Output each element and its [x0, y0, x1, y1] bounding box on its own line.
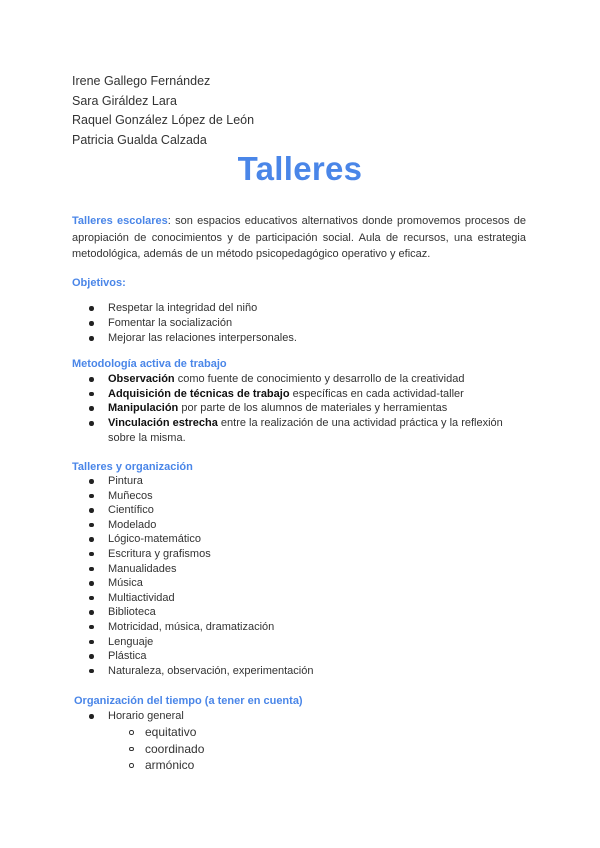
sublist-item: coordinado: [108, 741, 532, 758]
author-name: Patricia Gualda Calzada: [72, 132, 207, 147]
list-item: Multiactividad: [72, 591, 532, 606]
item-text: como fuente de conocimiento y desarrollo de la creatividad: [174, 373, 465, 385]
tiempo-sublist: [108, 724, 532, 774]
talleres-list: [72, 474, 532, 678]
tiempo-heading: Organización del tiempo (a tener en cuenta): [74, 695, 303, 707]
talleres-heading: Talleres y organización: [72, 461, 193, 473]
list-item: Mejorar las relaciones interpersonales.: [72, 331, 532, 346]
list-item: Modelado: [72, 518, 532, 533]
author-name: Irene Gallego Fernández: [72, 74, 211, 88]
sublist-item: armónico: [108, 757, 532, 774]
list-item: Plástica: [72, 649, 532, 664]
list-item: [72, 372, 532, 387]
list-item: Motricidad, música, dramatización: [72, 620, 532, 635]
list-item: Científico: [72, 503, 532, 518]
metodologia-list: [72, 372, 532, 446]
list-item: Música: [72, 576, 532, 591]
author-list: [72, 72, 254, 150]
author-name: Raquel González López de León: [72, 113, 255, 127]
list-item: Manualidades: [72, 562, 532, 577]
list-item: Naturaleza, observación, experimentación: [72, 664, 532, 679]
metodologia-heading: Metodología activa de trabajo: [72, 358, 227, 370]
list-item: Pintura: [72, 474, 532, 489]
item-bold: Manipulación: [108, 402, 179, 415]
intro-text: : son espacios educativos alternativos donde promovemos procesos de apropiación de conocimientos y de participación social. Aula de recursos, una estrategia metodológica, además de un método psicopedagógico operativo y eficaz.: [72, 215, 526, 261]
list-item: Biblioteca: [72, 605, 532, 620]
item-bold: Adquisición de técnicas de trabajo: [108, 387, 290, 400]
list-item: [72, 387, 532, 402]
item-text: específicas en cada actividad-taller: [289, 387, 464, 400]
page-title: Talleres: [237, 150, 363, 187]
sublist-item: equitativo: [108, 724, 532, 741]
objetivos-list: [72, 301, 532, 346]
list-item: [72, 416, 532, 445]
objetivos-heading: Objetivos:: [72, 277, 126, 289]
list-item: Lenguaje: [72, 635, 532, 650]
tiempo-list: [72, 709, 532, 774]
list-item: Muñecos: [72, 489, 532, 504]
list-item: Fomentar la socialización: [72, 316, 532, 331]
intro-paragraph: [72, 213, 526, 263]
intro-lead: Talleres escolares: [72, 215, 168, 227]
item-text: Horario general: [108, 710, 184, 722]
list-item: Respetar la integridad del niño: [72, 301, 532, 316]
list-item: Escritura y grafismos: [72, 547, 532, 562]
list-item: Lógico-matemático: [72, 532, 532, 547]
list-item: [72, 401, 532, 416]
item-text: por parte de los alumnos de materiales y herramientas: [178, 402, 448, 415]
author-name: Sara Giráldez Lara: [72, 93, 177, 108]
list-item: [72, 709, 532, 774]
item-bold: Vinculación estrecha: [108, 417, 218, 430]
item-text: entre la realización de una actividad práctica y la reflexión sobre la misma.: [108, 417, 503, 444]
item-bold: Observación: [108, 373, 175, 385]
